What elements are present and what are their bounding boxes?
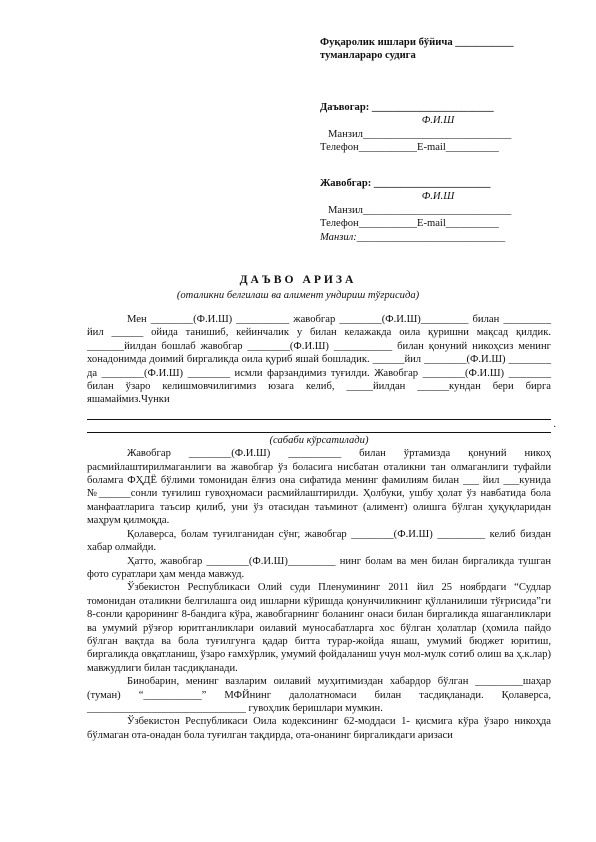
plaintiff-block (320, 101, 556, 155)
paragraph-witnesses: Бинобарин, менинг вазларим оилавий муҳитимиздан хабардор бўлган _________шаҳар (туман) “___________” МФЙнинг далолатномаси билан тасдиқланади. Қолаверса, ______________________________ гувоҳлик беришлари мумкин. (87, 676, 551, 714)
plaintiff-fio-caption: Ф.И.Ш (421, 115, 455, 127)
document-body (87, 313, 556, 742)
defendant-label: Жавобгар: ______________________ (320, 178, 491, 189)
paragraph-no-contact: Қолаверса, болам туғилганидан сўнг, жавобгар ________(Ф.И.Ш) _________ келиб биздан хабар олмайди. (87, 528, 551, 554)
reason-line-end: . (553, 419, 556, 431)
court-line-1: Фуқаролик ишлари бўйича ___________ (320, 37, 514, 48)
plaintiff-label: Даъвогар: _______________________ (320, 102, 494, 113)
defendant-address-line: Манзил____________________________ (328, 204, 512, 216)
reason-fill-line-1 (87, 407, 551, 420)
paragraph-plenum-ruling: Ўзбекистон Республикаси Олий суди Пленумининг 2011 йил 25 ноябрдаги “Судлар томонидан оталикни белгилашга оид ишларни кўришда қонунчиликнинг қўлланилиши тўғрисида”ги 8-сонли қарорининг 8-бандига кўра, жавобгарнинг боланинг онаси билан биргаликда яшаганликлари ва умумий рўзғор юритганликлари оилавий муносабатларга хос бўлган ҳолатлар (ҳомила пайдо бўлган вақтда ва бола туғилгунга қадар битта турар-жойда яшаш, умумий бюджет юритиш, биргаликда овқатланиш, ўзаро ғамхўрлик, умумий фойдаланиш учун мол-мулк сотиб олиш ва ҳ.к.лар) мавжудлиги билан тасдиқланади. (87, 582, 551, 674)
defendant-address-line-2: Манзил:____________________________ (320, 231, 506, 243)
plaintiff-address-line: Манзил____________________________ (328, 128, 512, 140)
paragraph-acquaintance: Мен ________(Ф.И.Ш) __________ жавобгар ________(Ф.И.Ш)_________ билан _________ йил ______ ойида танишиб, кейинчалик у билан келажакда оила қуришни мақсад қилдик. _______йилдан бошлаб жавобгар ________(Ф.И.Ш) ___________ билан қонуний никоҳсиз менинг хонадонимда доимий биргаликда оила қуриб яшай бошладик. ______йил ________(Ф.И.Ш) ________ да ________(Ф.И.Ш) ________ исмли фарзандимиз туғилди. Жавобгар ________(Ф.И.Ш) ________ билан ўзаро келишмовчилигимиз юзага келиб, _____йилдан ______кундан бери бирга яшамаймиз.Чунки (87, 314, 551, 406)
court-line-2: туманлараро судига (320, 50, 416, 62)
paragraph-photos: Ҳатто, жавобгар ________(Ф.И.Ш)_________ нинг болам ва мен билан биргаликда тушган фото суратлари ҳам менда мавжуд. (87, 555, 551, 580)
paragraph-family-code: Ўзбекистон Республикаси Оила кодексининг 62-моддаси 1- қисмига кўра ўзаро никоҳда бўлмаган ота-онадан бола туғилган тақдирда, ота-онанинг биргаликдаги аризаси (87, 716, 551, 741)
reason-caption: (сабаби кўрсатилади) (269, 434, 369, 446)
reason-fill-line-2 (87, 419, 556, 433)
document-title: ДАЪВО АРИЗА (239, 273, 357, 286)
defendant-block (320, 177, 556, 244)
document-subtitle: (оталикни белгилаш ва алимент ундириш тўғрисида) (176, 290, 420, 301)
defendant-contact-line: Телефон___________E-mail__________ (320, 218, 499, 230)
paragraph-registration: Жавобгар ________(Ф.И.Ш) __________ билан ўртамизда қонуний никоҳ расмийлаштирилмаганлиги ва жавобгар ўз боласига нисбатан оталикни тан олмаганлиги туфайли боламга ФҲДЁ бўлими томонидан ёлғиз она сифатида менинг фамилиям билан ___ йил ___кунида №______сонли туғилиш гувоҳномаси расмийлаштирилди. Ҳолбуки, ушбу ҳолат ўз навбатида бола манфаатларига таъсир қилиб, уни ўз отасидан таъминот (алимент) олишга бўлган ҳуқуқларидан маҳрум қилмоқда. (87, 448, 551, 527)
court-addressee (320, 36, 556, 63)
defendant-fio-caption: Ф.И.Ш (421, 191, 455, 203)
plaintiff-contact-line: Телефон___________E-mail__________ (320, 142, 499, 154)
